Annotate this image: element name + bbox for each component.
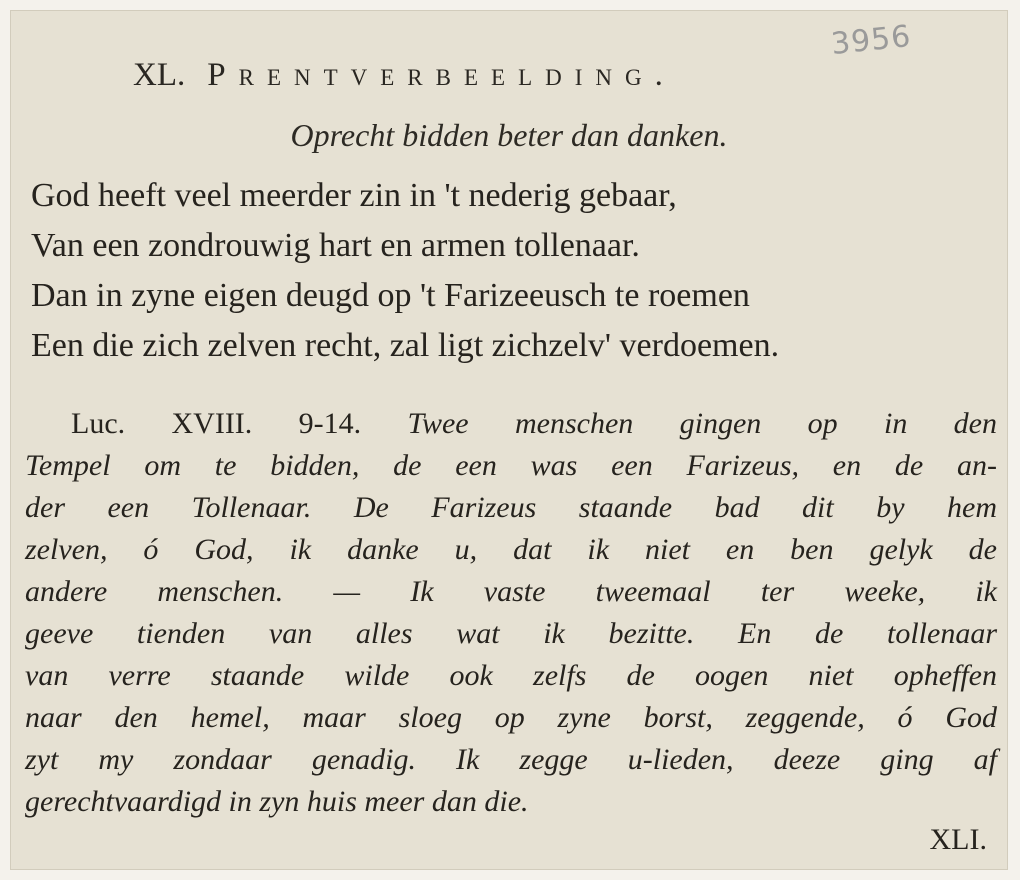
verse-line: God heeft veel meerder zin in 't nederig gebaar, — [31, 177, 677, 214]
page-title — [133, 57, 676, 94]
scripture-line — [25, 571, 997, 613]
scripture-reference: Luc. XVIII. 9-14. — [71, 407, 362, 440]
scripture-text: van verre staande wilde ook zelfs de oogen niet opheffen — [25, 659, 997, 692]
scripture-line — [25, 445, 997, 487]
scripture-line — [25, 529, 997, 571]
scripture-passage — [25, 403, 997, 823]
scripture-text: andere menschen. — Ik vaste tweemaal ter weeke, ik — [25, 575, 997, 608]
title-word: Prentverbeelding. — [207, 57, 676, 93]
verse-line: Van een zondrouwig hart en armen tollenaar. — [31, 227, 640, 264]
subtitle: Oprecht bidden beter dan danken. — [290, 117, 728, 153]
scripture-line — [25, 613, 997, 655]
page-marker: XLI. — [929, 823, 987, 856]
verse-line: Dan in zyne eigen deugd op 't Farizeeusch te roemen — [31, 277, 750, 314]
verse-block — [31, 171, 779, 371]
print-sheet — [10, 10, 1008, 870]
scripture-text: zelven, ó God, ik danke u, dat ik niet en ben gelyk de — [25, 533, 997, 566]
scripture-text: zyt my zondaar genadig. Ik zegge u-lieden, deeze ging af — [25, 743, 997, 776]
scripture-text: der een Tollenaar. De Farizeus staande bad dit by hem — [25, 491, 997, 524]
scripture-text: naar den hemel, maar sloeg op zyne borst, zeggende, ó God — [25, 701, 997, 734]
scripture-text: Twee menschen gingen op in den — [407, 407, 997, 440]
scripture-line — [25, 487, 997, 529]
scripture-text: geeve tienden van alles wat ik bezitte. En de tollenaar — [25, 617, 997, 650]
title-number: XL. — [133, 57, 186, 93]
scripture-line — [25, 655, 997, 697]
scripture-text: Tempel om te bidden, de een was een Farizeus, en de an- — [25, 449, 997, 482]
verse-line: Een die zich zelven recht, zal ligt zichzelv' verdoemen. — [31, 327, 780, 364]
scripture-line — [25, 781, 997, 823]
inventory-number: 3956 — [829, 18, 913, 63]
scripture-line — [25, 739, 997, 781]
scripture-text: gerechtvaardigd in zyn huis meer dan die. — [25, 785, 529, 818]
scripture-line — [25, 697, 997, 739]
scripture-line — [25, 403, 997, 445]
